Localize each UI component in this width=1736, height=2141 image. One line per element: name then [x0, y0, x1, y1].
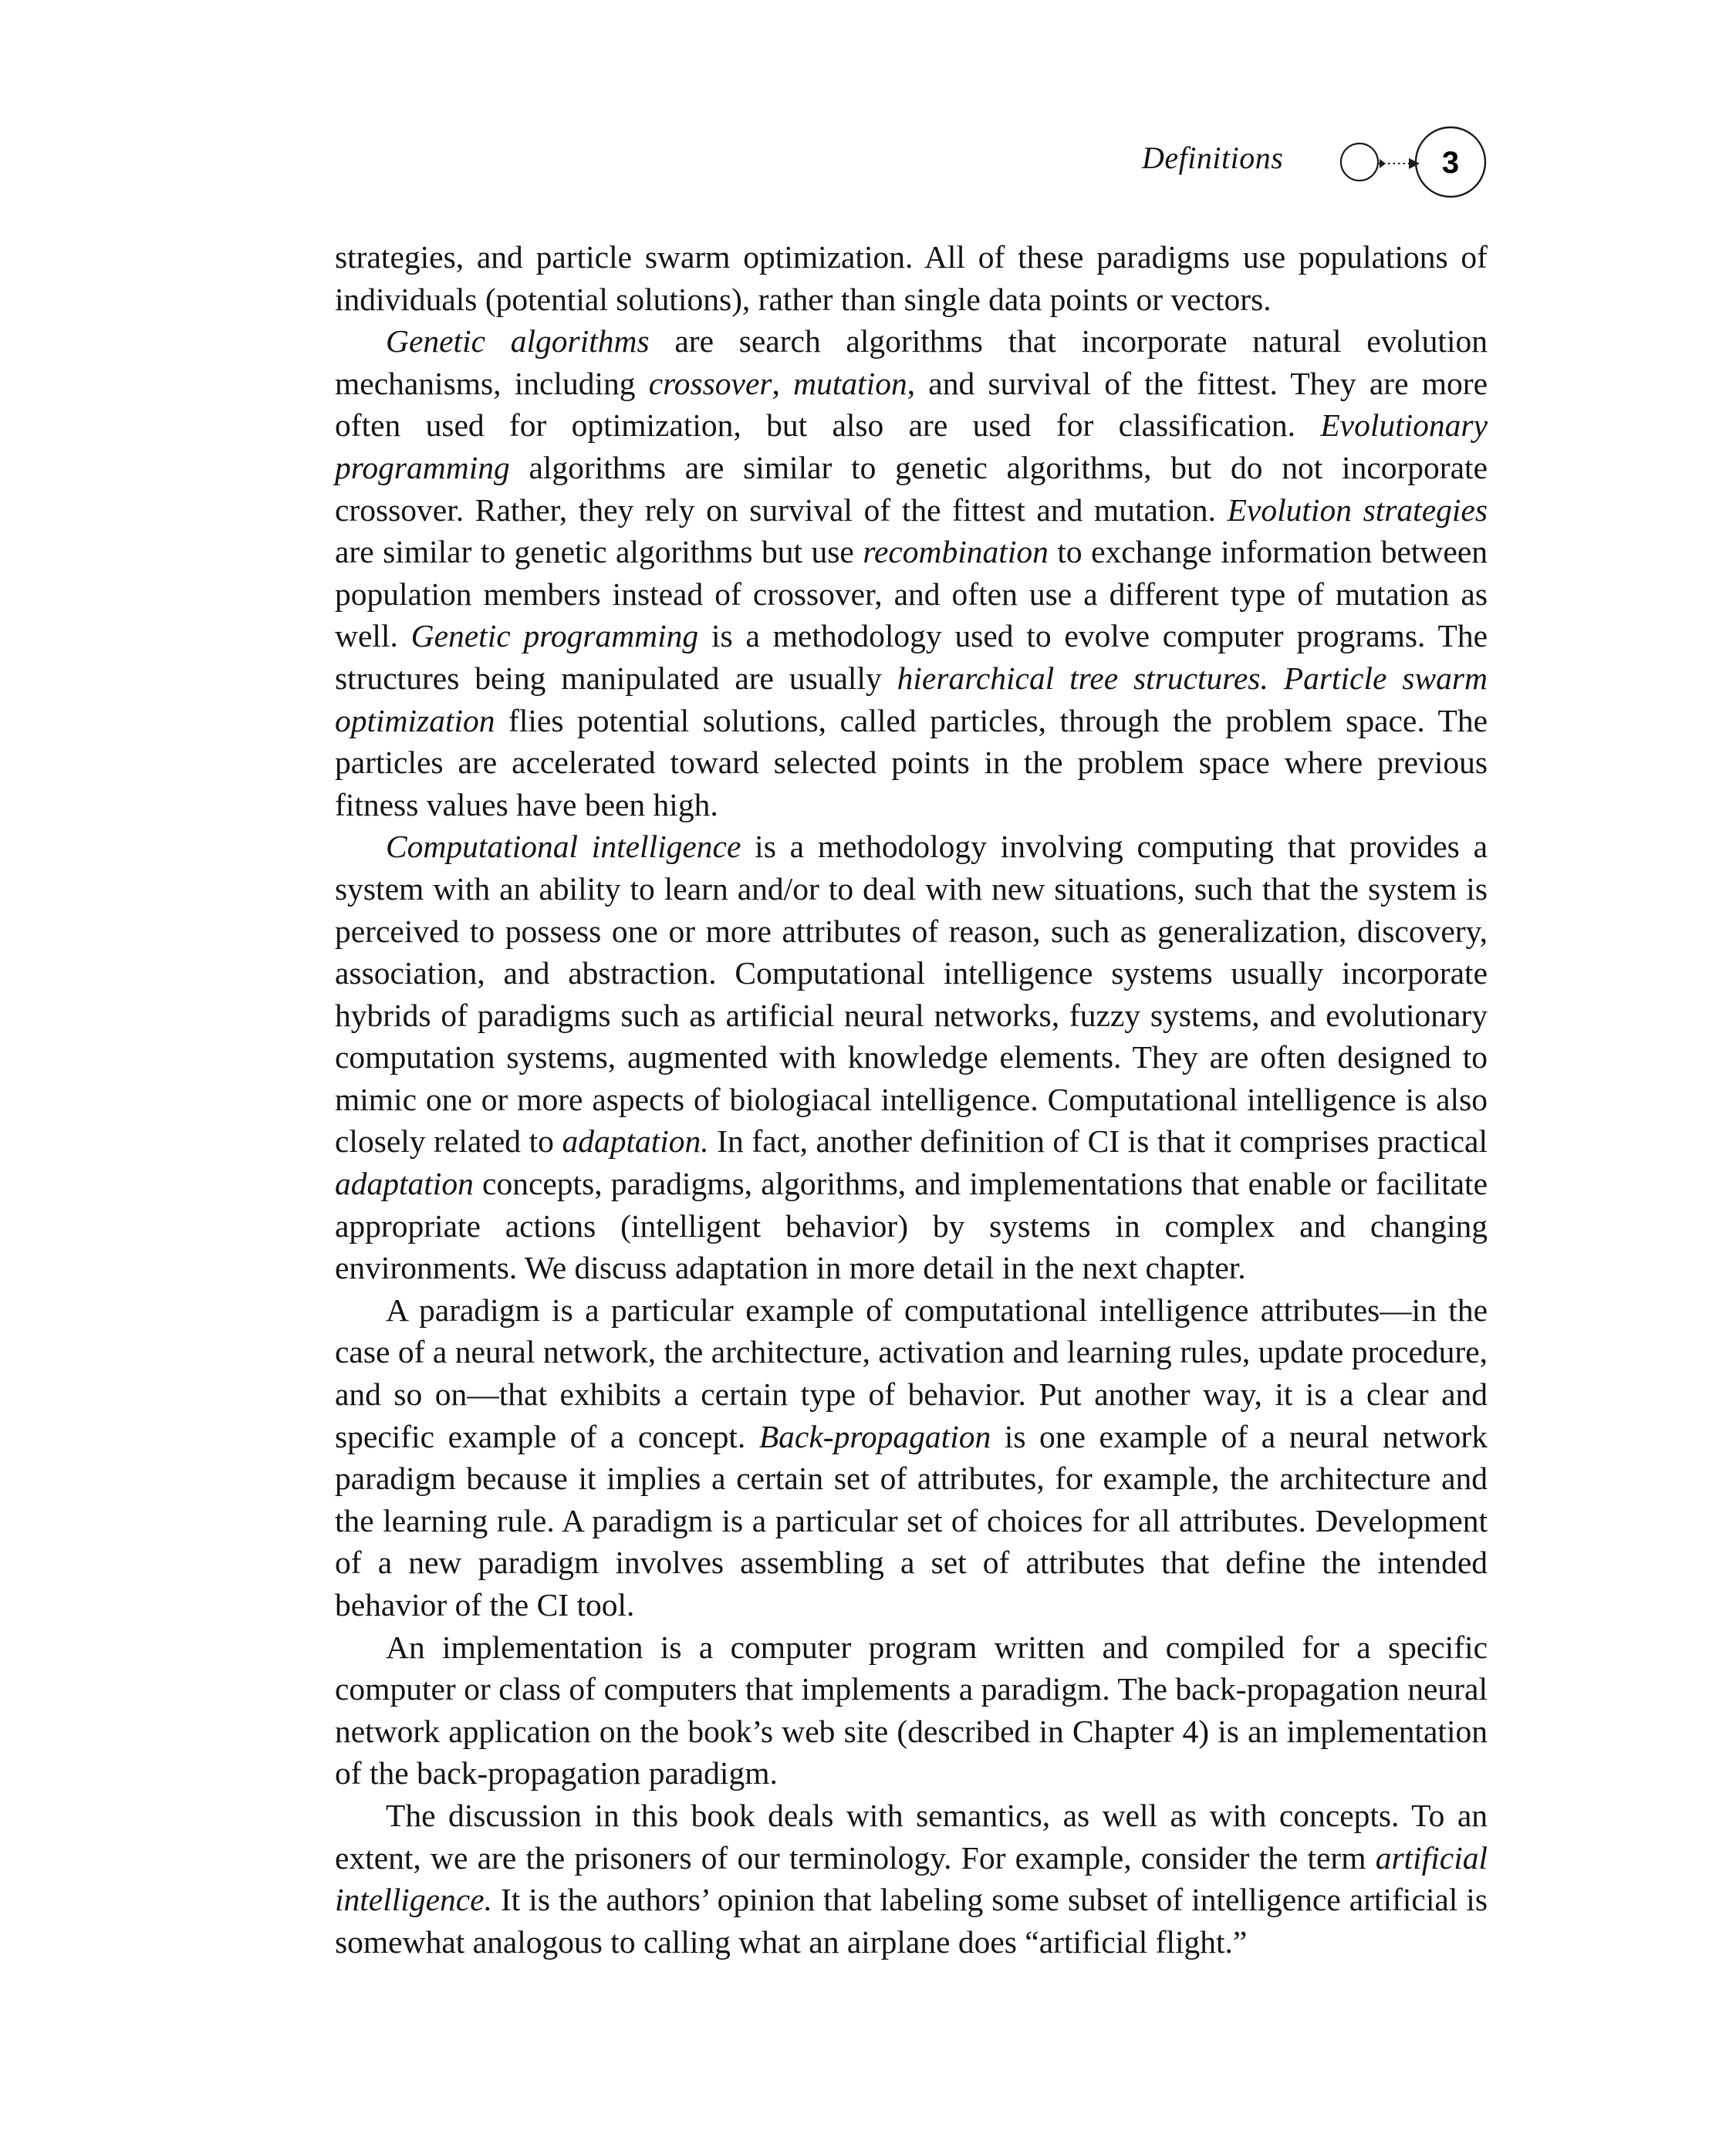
text-run: It is the authors’ opinion that labeling some subset of intelligence artificial is somewhat analogous to calling what an airplane does “artificial flight.”: [335, 1882, 1488, 1960]
text-run: An implementation is a computer program written and compiled for a specific computer or class of computers that implements a paradigm. The back-propagation neural network application on the book’s web site (described in Chapter 4) is an implementation of the back-propagation paradigm.: [335, 1629, 1488, 1791]
text-run: is a methodology used to evolve computer programs. The structures being manipulated are usually: [335, 618, 1488, 696]
italic-term: crossover: [648, 365, 772, 401]
text-run: flies potential solutions, called particles, through the problem space. The particles are accelerated toward selected points in the problem space where previous fitness values have been high.: [335, 702, 1488, 822]
italic-term: Genetic programming: [410, 618, 699, 654]
arrowhead-icon: [1409, 158, 1420, 169]
running-head: Definitions: [1142, 140, 1284, 175]
italic-term: Back-propagation: [758, 1418, 991, 1454]
text-run: [1268, 660, 1284, 696]
text-run: , and survival of the fittest. They are more often used for optimization, but also are used for classification.: [335, 365, 1488, 444]
paragraph: [335, 1795, 1488, 1963]
text-run: In fact, another definition of CI is that it comprises practical: [708, 1123, 1488, 1160]
paragraph: [335, 1289, 1488, 1626]
italic-term: recombination: [863, 534, 1049, 570]
text-run: strategies, and particle swarm optimization. All of these paradigms use populations of individuals (potential solutions), rather than single data points or vectors.: [335, 239, 1488, 317]
italic-term: Particle swarm optimization: [335, 660, 1488, 738]
page-header: [1142, 123, 1497, 208]
paragraph: [335, 236, 1488, 320]
text-run: A paradigm is a particular example of computational intelligence attributes—in the case of a neural network, the architecture, activation and learning rules, update procedure, and so on—that exhibits a certain type of behavior. Put another way, it is a clear and specific example of a concept.: [335, 1292, 1488, 1454]
text-run: algorithms are similar to genetic algorithms, but do not incorporate crossover. Rather, they rely on survival of the fittest and mutation.: [335, 449, 1488, 528]
italic-term: Evolution strategies: [1227, 491, 1488, 528]
italic-term: hierarchical tree structures.: [897, 660, 1268, 696]
text-run: The discussion in this book deals with semantics, as well as with concepts. To an extent, we are the prisoners of our terminology. For example, consider the term: [335, 1797, 1488, 1876]
italic-term: mutation: [793, 365, 907, 401]
italic-term: adaptation.: [562, 1123, 709, 1160]
text-run: to exchange information between population members instead of crossover, and often use a different type of mutation as well.: [335, 534, 1488, 654]
body-text: [335, 236, 1488, 1963]
paragraph: [335, 320, 1488, 826]
paragraph: [335, 826, 1488, 1289]
italic-term: adaptation: [335, 1166, 474, 1202]
paragraph: [335, 1626, 1488, 1795]
italic-term: Computational intelligence: [386, 829, 741, 865]
text-run: ,: [772, 365, 794, 401]
folio-badge: [1327, 123, 1497, 208]
text-run: are similar to genetic algorithms but use: [335, 534, 863, 570]
text-run: is a methodology involving computing that provides a system with an ability to learn and/or to deal with new situations, such that the system is perceived to possess one or more attributes of reason, such as generalization, discovery, association, and abstraction. Computational intelligence systems usually incorporate hybrids of paradigms such as artificial neural networks, fuzzy systems, and evolutionary computation systems, augmented with knowledge elements. They are often designed to mimic one or more aspects of biologiacal intelligence. Computational intelligence is also closely related to: [335, 829, 1488, 1160]
text-run: concepts, paradigms, algorithms, and implementations that enable or facilitate appropriate actions (intelligent behavior) by systems in complex and changing environments. We discuss adaptation in more detail in the next chapter.: [335, 1166, 1488, 1286]
text-run: are search algorithms that incorporate natural evolution mechanisms, including: [335, 323, 1488, 401]
italic-term: Evolutionary programming: [335, 407, 1488, 485]
arrowhead-small-icon: [1380, 159, 1386, 168]
italic-term: Genetic algorithms: [386, 323, 650, 360]
text-run: is one example of a neural network paradigm because it implies a certain set of attributes, for example, the architecture and the learning rule. A paradigm is a particular set of choices for all attributes. Development of a new paradigm involves assembling a set of attributes that define the intended behavior of the CI tool.: [335, 1418, 1488, 1623]
small-circle-icon: [1341, 144, 1378, 181]
italic-term: artificial intelligence.: [335, 1839, 1488, 1918]
page-number: 3: [1441, 146, 1460, 180]
